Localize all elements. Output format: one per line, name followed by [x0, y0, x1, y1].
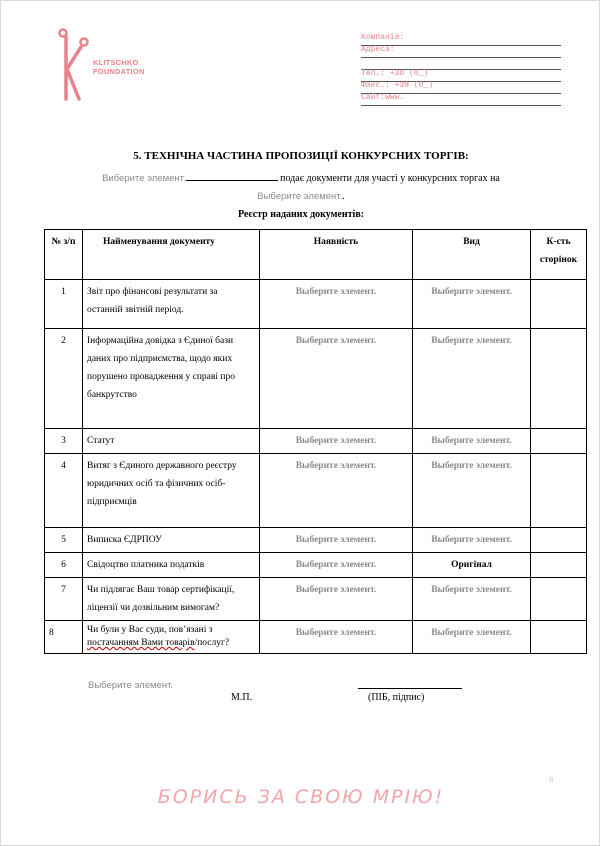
page-number: 6	[549, 775, 554, 784]
fax-field[interactable]: Факс.: +38 (0_)	[361, 82, 561, 94]
pages-cell[interactable]	[531, 280, 587, 329]
table-row	[45, 621, 587, 654]
logo-text-line1: KLITSCHKO	[93, 58, 139, 67]
type-select[interactable]: Выберите элемент.	[413, 454, 531, 528]
stamp-place-label: М.П.	[231, 692, 253, 703]
table-row	[45, 454, 587, 528]
documents-register-table	[44, 229, 587, 654]
presence-select[interactable]: Выберите элемент.	[260, 553, 413, 578]
row-doc-name: Чи підлягає Ваш товар сертифікації, ліцензії чи дозвільним вимогам?	[83, 578, 260, 621]
type-select[interactable]: Выберите элемент.	[413, 280, 531, 329]
presence-select[interactable]: Выберите элемент.	[260, 578, 413, 621]
table-row	[45, 553, 587, 578]
row-num: 2	[45, 329, 83, 429]
site-field[interactable]: Сайт:www.	[361, 94, 561, 106]
header-type: Вид	[413, 230, 531, 280]
header-pages: К-сть сторінок	[531, 230, 587, 280]
logo-text	[93, 58, 144, 76]
row-num: 8	[45, 621, 83, 654]
row-doc-name: Свідоцтво платника податків	[83, 553, 260, 578]
table-row	[45, 429, 587, 454]
table-row	[45, 528, 587, 553]
tender-select-placeholder[interactable]: Выберите элемент.	[257, 191, 343, 202]
row-num: 3	[45, 429, 83, 454]
row-num: 1	[45, 280, 83, 329]
table-header-row	[45, 230, 587, 280]
type-select[interactable]: Выберите элемент.	[413, 621, 531, 654]
pages-cell[interactable]	[531, 528, 587, 553]
table-row	[45, 329, 587, 429]
pages-cell[interactable]	[531, 621, 587, 654]
header-name: Найменування документу	[83, 230, 260, 280]
pages-cell[interactable]	[531, 553, 587, 578]
presence-select[interactable]: Выберите элемент.	[260, 280, 413, 329]
company-info-block	[361, 34, 561, 106]
section-title: 5. ТЕХНІЧНА ЧАСТИНА ПРОПОЗИЦІЇ КОНКУРСНИХ ТОРГІВ:	[133, 150, 469, 162]
pages-cell[interactable]	[531, 578, 587, 621]
slogan: БОРИСЬ ЗА СВОЮ МРІЮ!	[157, 786, 445, 808]
signature-line[interactable]	[358, 688, 462, 689]
presence-select[interactable]: Выберите элемент.	[260, 454, 413, 528]
type-select[interactable]: Выберите элемент.	[413, 329, 531, 429]
presence-select[interactable]: Выберите элемент.	[260, 528, 413, 553]
company-field[interactable]: Компанія:	[361, 34, 561, 46]
company-name-blank[interactable]	[186, 171, 278, 181]
pages-cell[interactable]	[531, 329, 587, 429]
logo-text-line2: FOUNDATION	[93, 67, 145, 76]
type-select[interactable]: Оригінал	[413, 553, 531, 578]
type-select[interactable]: Выберите элемент.	[413, 429, 531, 454]
row-doc-name: Виписка ЄДРПОУ	[83, 528, 260, 553]
intro-line	[1, 171, 600, 184]
company-select-placeholder[interactable]: Виберите элемент.	[102, 173, 186, 184]
row-doc-name: Чи були у Вас суди, пов’язані з постачанням Вами товарів/послуг?	[83, 621, 260, 654]
pages-cell[interactable]	[531, 429, 587, 454]
table-row	[45, 578, 587, 621]
row-num: 4	[45, 454, 83, 528]
row-num: 5	[45, 528, 83, 553]
row-doc-name: Статут	[83, 429, 260, 454]
presence-select[interactable]: Выберите элемент.	[260, 429, 413, 454]
name-signature-label: (ПІБ, підпис)	[368, 692, 425, 703]
table-row	[45, 280, 587, 329]
row-num: 6	[45, 553, 83, 578]
type-select[interactable]: Выберите элемент.	[413, 528, 531, 553]
phone-field[interactable]: Тел.: +38 (0_)	[361, 70, 561, 82]
intro-line-2: Выберите элемент..	[257, 191, 345, 202]
address-field[interactable]: Адреса:	[361, 46, 561, 58]
row-doc-name: Інформаційна довідка з Єдиної бази даних про підприємства, щодо яких порушено провадження у справі про банкрутство	[83, 329, 260, 429]
pages-cell[interactable]	[531, 454, 587, 528]
row-doc-name: Витяг з Єдиного державного реєстру юридичних осіб та фізичних осіб- підприємців	[83, 454, 260, 528]
header-presence: Наявність	[260, 230, 413, 280]
signer-select-placeholder[interactable]: Выберите элемент.	[88, 680, 174, 691]
row-doc-name: Звіт про фінансові результати за останній звітній період.	[83, 280, 260, 329]
register-title: Реєстр наданих документів:	[237, 209, 365, 220]
type-select[interactable]: Выберите элемент.	[413, 578, 531, 621]
presence-select[interactable]: Выберите элемент.	[260, 329, 413, 429]
presence-select[interactable]: Выберите элемент.	[260, 621, 413, 654]
row-num: 7	[45, 578, 83, 621]
header-num: № з/п	[45, 230, 83, 280]
intro-text: подає документи для участі у конкурсних торгах на	[280, 173, 500, 184]
